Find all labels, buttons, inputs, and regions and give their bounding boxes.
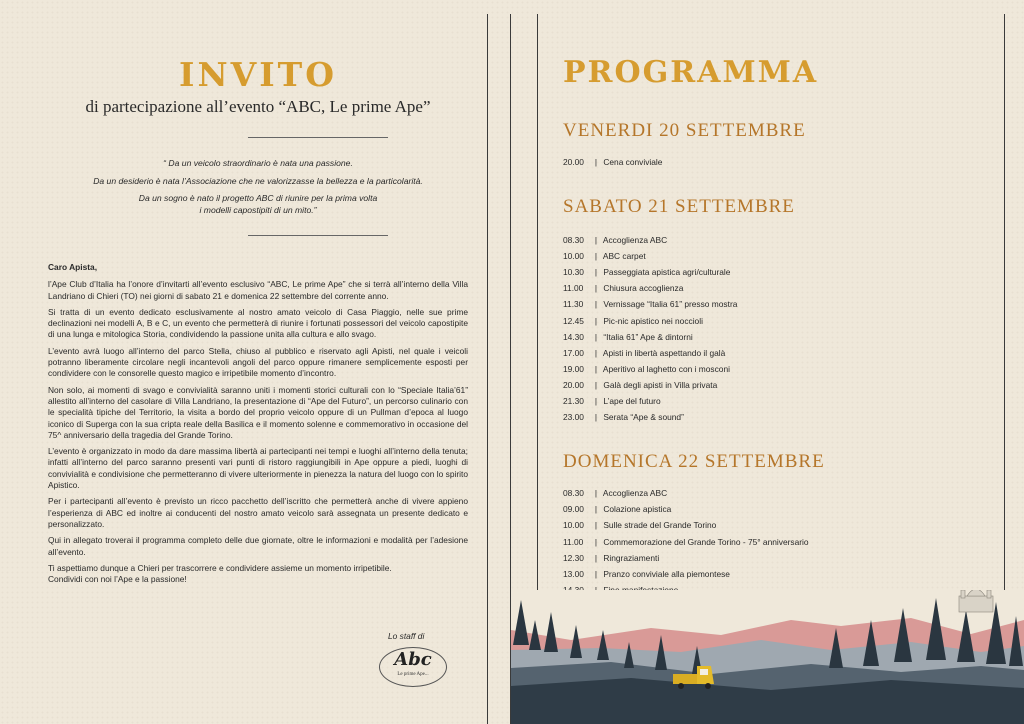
schedule-item [563,248,646,264]
schedule-text: Passeggiata apistica agri/culturale [603,267,731,278]
logo-text: Abc [394,649,432,670]
schedule-time: 08.30 [563,488,584,498]
schedule-time: 12.45 [563,315,584,326]
closing-line: Condividi con noi l’Ape e la passione! [48,574,187,585]
schedule-item [563,264,730,280]
closing-line: Ti aspettiamo dunque a Chieri per trascorrere e condividere assieme un momento irripetibile. [48,562,392,573]
schedule-item [563,550,659,566]
quote-line: i modelli capostipiti di un mito.” [199,205,317,215]
fold-line [487,14,488,724]
separator: | [594,283,598,294]
separator: | [594,412,598,423]
separator: | [594,267,598,278]
schedule-time: 12.30 [563,552,584,563]
quote-line: Da un desiderio è nata l’Associazione che ne valorizzasse la bellezza e la particolarità. [93,176,423,186]
schedule-item [563,280,683,296]
separator: | [594,488,598,498]
separator: | [594,504,598,515]
logo-subtext: Le prime Ape... [397,672,429,677]
schedule-text: Aperitivo al laghetto con i mosconi [602,363,730,374]
schedule-text: Vernissage “Italia 61” presso mostra [603,299,738,310]
schedule-time: 17.00 [563,347,584,358]
greeting: Caro Apista, [48,262,98,272]
programma-title: PROGRAMMA [563,55,819,90]
schedule-item [563,313,703,329]
paragraph: Non solo, ai momenti di svago e convivialità saranno uniti i momenti storici culturali con lo “Speciale Italia’61” allestito all’interno del casolare di Villa Landriano, la presentazione di “Ape del Futuro”, un percorso culinario con le specialità tipiche del Territorio, la visita a bordo del proprio veicolo oppure di un Pullman d’epoca al luogo iconico di Superga con la sua cripta reale della Basilica e il momento solenne e commemorativo in occasione del 75^ anniversario della tragedia del Grande Torino. [48,384,468,440]
schedule-item [563,566,730,582]
paragraph: Si tratta di un evento dedicato esclusivamente al nostro amato veicolo di Casa Piaggio, nelle sue prime declinazioni nei modelli A, B e C, un evento che permetterà di riunire i fortunati possessori del veicolo capostipite di una lunga e mitologica Storia, condividendo la passione unita alla cultura e allo svago. [48,306,468,340]
schedule-time: 13.00 [563,569,584,579]
schedule-text: Chiusura accoglienza [603,283,684,294]
letter-body [48,262,468,590]
schedule-text: Serata “Ape & sound” [603,412,684,423]
schedule-text: Commemorazione del Grande Torino - 75° anniversario [603,536,809,547]
basilica-icon [959,590,993,612]
separator: | [594,331,598,342]
separator: | [594,299,598,310]
separator: | [594,235,598,245]
schedule-time: 14.30 [563,331,584,342]
schedule-item [563,345,725,361]
separator: | [594,552,598,563]
quote-line: Da un sogno è nato il progetto ABC di riunire per la prima volta [138,193,378,203]
landscape-illustration [511,590,1024,724]
schedule-text: Apisti in libertà aspettando il galà [602,347,726,358]
paragraph: l’Ape Club d’Italia ha l’onore d’invitarti all’evento esclusivo “ABC, Le prime Ape” che si terrà all’interno della Villa Landriano di Chieri (TO) nei giorni di sabato 21 e domenica 22 settembre del corrente anno. [48,279,468,301]
schedule-text: Accoglienza ABC [602,235,668,245]
separator: | [594,569,598,579]
schedule-time: 11.30 [563,299,584,310]
schedule-text: Ringraziamenti [603,552,660,563]
day-heading: VENERDI 20 SETTEMBRE [563,120,806,141]
schedule-item [563,517,716,533]
schedule-text: Cena conviviale [603,157,663,167]
schedule-text: Colazione apistica [603,504,672,515]
schedule-text: Pranzo conviviale alla piemontese [603,569,730,579]
invito-subtitle: di partecipazione all’evento “ABC, Le prime Ape” [85,97,431,116]
schedule-time: 21.30 [563,396,584,406]
divider [248,235,388,236]
schedule-text: Sulle strade del Grande Torino [603,520,717,531]
schedule-item [563,154,662,170]
schedule-text: L’ape del futuro [603,396,661,406]
schedule-item [563,485,667,501]
paragraph: Qui in allegato troverai il programma completo delle due giornate, oltre le informazioni e modalità per l’adesione all’evento. [48,535,468,557]
quote-line: “ Da un veicolo straordinario è nata una passione. [163,158,353,168]
abc-logo [379,647,447,687]
separator: | [594,157,598,167]
schedule-text: Accoglienza ABC [602,488,668,498]
day-heading: DOMENICA 22 SETTEMBRE [563,451,825,472]
schedule-item [563,534,809,550]
schedule-item [563,501,671,517]
separator: | [594,396,598,406]
schedule-item [563,409,684,425]
paragraph: Per i partecipanti all’evento è previsto un ricco pacchetto dell’iscritto che permetterà anche di vivere appieno l’esperienza di ABC ed inoltre ai conducenti del nostro amato veicolo sarà assegnata un presente dedicato e personalizzato. [48,496,468,529]
separator: | [594,520,598,531]
staff-signature: Lo staff di [388,631,425,641]
separator: | [594,315,598,326]
schedule-text: “Italia 61” Ape & dintorni [603,331,693,342]
schedule-time: 19.00 [563,363,584,374]
separator: | [594,379,598,390]
schedule-text: Pic-nic apistico nei noccioli [603,315,703,326]
schedule-time: 10.00 [563,251,584,262]
schedule-time: 20.00 [563,379,584,390]
schedule-time: 23.00 [563,412,584,423]
schedule-time: 11.00 [563,536,584,547]
schedule-text: Galà degli apisti in Villa privata [603,379,718,390]
schedule-time: 11.00 [563,283,584,294]
day-heading: SABATO 21 SETTEMBRE [563,196,795,217]
separator: | [594,251,598,262]
paragraph: L’evento avrà luogo all’interno del parco Stella, chiuso al pubblico e riservato agli Apisti, nel quale i veicoli potranno liberamente circolare negli incantevoli angoli del parco oppure rimanere semplicemente esposti per condividere con le consorelle questo magico e irripetibile momento d’incontro. [48,345,468,379]
schedule-time: 20.00 [563,157,584,167]
schedule-item [563,329,693,345]
invito-title: INVITO [179,55,337,94]
schedule-item [563,361,730,377]
schedule-item [563,232,667,248]
schedule-time: 10.00 [563,520,584,531]
schedule-item [563,296,737,312]
schedule-item [563,377,717,393]
separator: | [594,347,598,358]
separator: | [594,536,598,547]
schedule-text: ABC carpet [602,251,646,262]
schedule-time: 09.00 [563,504,584,515]
schedule-time: 08.30 [563,235,584,245]
divider [248,137,388,138]
schedule-time: 10.30 [563,267,584,278]
schedule-item [563,393,661,409]
separator: | [594,363,598,374]
paragraph: L’evento è organizzato in modo da dare massima libertà ai partecipanti nei tempi e luoghi all’interno della tenuta; infatti all’interno del parco saranno presenti vari punti di ristoro raggiungibili in Ape oppure a piedi, luoghi di convivialità e condivisione che permetteranno di vivere ulteriormente in pienezza la natura del luogo con lo spirito Apistico. [48,446,468,491]
